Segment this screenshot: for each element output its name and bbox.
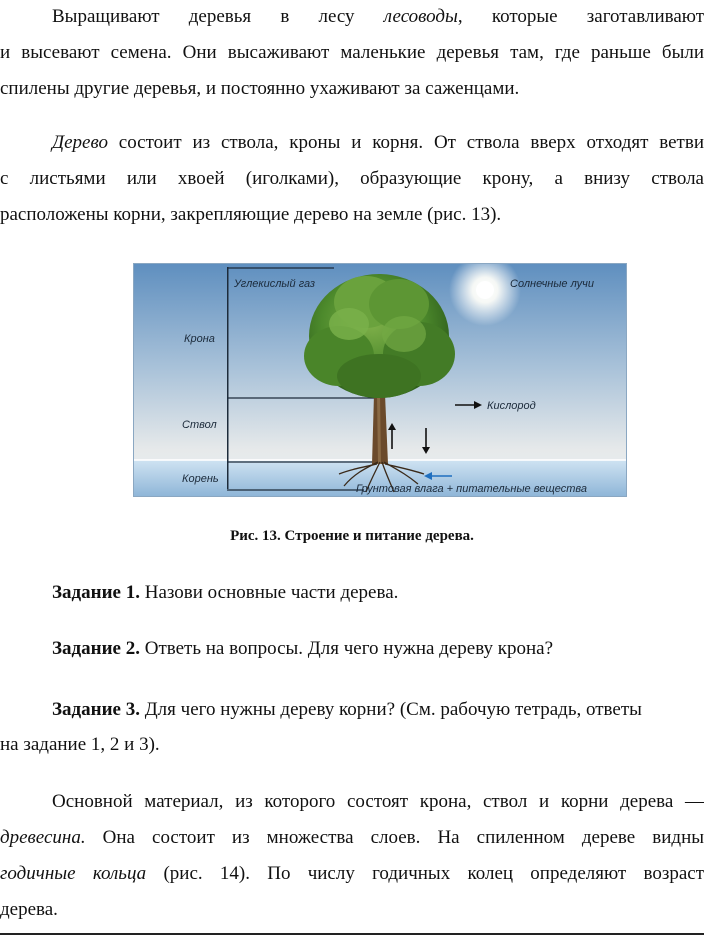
task-label: Задание 3. <box>52 699 140 720</box>
task-text: Ответь на вопросы. Для чего нужна дереву крона? <box>139 638 554 659</box>
paragraph-line <box>0 0 704 35</box>
term-wood: древесина. <box>0 827 86 848</box>
tree-diagram-figure <box>133 263 627 497</box>
paragraph-line: расположены корни, закрепляющие дерево на земле (рис. 13). <box>0 204 502 225</box>
page-bottom-rule <box>0 933 704 935</box>
paragraph-line: Основной материал, из которого состоят крона, ствол и корни дерева — <box>52 791 704 812</box>
text-run: Выращивают деревья в лесу <box>52 6 355 27</box>
paragraph-tree-structure <box>0 125 704 233</box>
paragraph-line: дерева. <box>0 899 58 920</box>
paragraph-line <box>0 820 704 856</box>
label-co2: Углекислый газ <box>234 278 315 290</box>
text-run: , которые заготавливают <box>457 6 704 27</box>
task-1 <box>52 578 398 608</box>
paragraph-line: спилены другие деревья, и постоянно ухаживают за саженцами. <box>0 78 520 99</box>
task-3-continuation: на задание 1, 2 и 3). <box>0 734 160 755</box>
label-trunk: Ствол <box>182 419 217 431</box>
figure-caption: Рис. 13. Строение и питание дерева. <box>230 528 474 544</box>
task-label: Задание 2. <box>52 638 140 659</box>
paragraph-line: и высевают семена. Они высаживают маленькие деревья там, где раньше были <box>0 42 704 63</box>
label-oxygen: Кислород <box>487 400 536 412</box>
task-label: Задание 1. <box>52 582 140 603</box>
term-foresters: лесоводы <box>383 6 458 27</box>
paragraph-wood <box>0 784 704 928</box>
text-run: Она состоит из множества слоев. На спиленном дереве видны <box>85 827 704 848</box>
label-groundwater: Грунтовая влага + питательные вещества <box>356 483 587 495</box>
paragraph-line: с листьями или хвоей (иголками), образующие крону, а внизу ствола <box>0 168 704 189</box>
text-run: состоит из ствола, кроны и корня. От ствола вверх отходят ветви <box>107 132 704 153</box>
label-crown: Крона <box>184 333 215 345</box>
label-sunlight: Солнечные лучи <box>510 278 594 290</box>
part-divider-vertical <box>227 267 229 489</box>
paragraph-foresters <box>0 0 704 107</box>
paragraph-line <box>0 125 704 161</box>
task-text: Назови основные части дерева. <box>139 582 399 603</box>
label-root: Корень <box>182 473 219 485</box>
paragraph-line <box>0 856 704 892</box>
task-3 <box>52 695 642 725</box>
term-annual-rings: годичные кольца <box>0 863 147 884</box>
tree-diagram <box>134 264 626 496</box>
task-2 <box>52 634 553 664</box>
text-run: (рис. 14). По числу годичных колец определяют возраст <box>146 863 704 884</box>
term-tree: Дерево <box>52 132 108 153</box>
task-text: Для чего нужны дереву корни? (См. рабочую тетрадь, ответы <box>139 699 642 720</box>
sun-core <box>476 281 494 299</box>
